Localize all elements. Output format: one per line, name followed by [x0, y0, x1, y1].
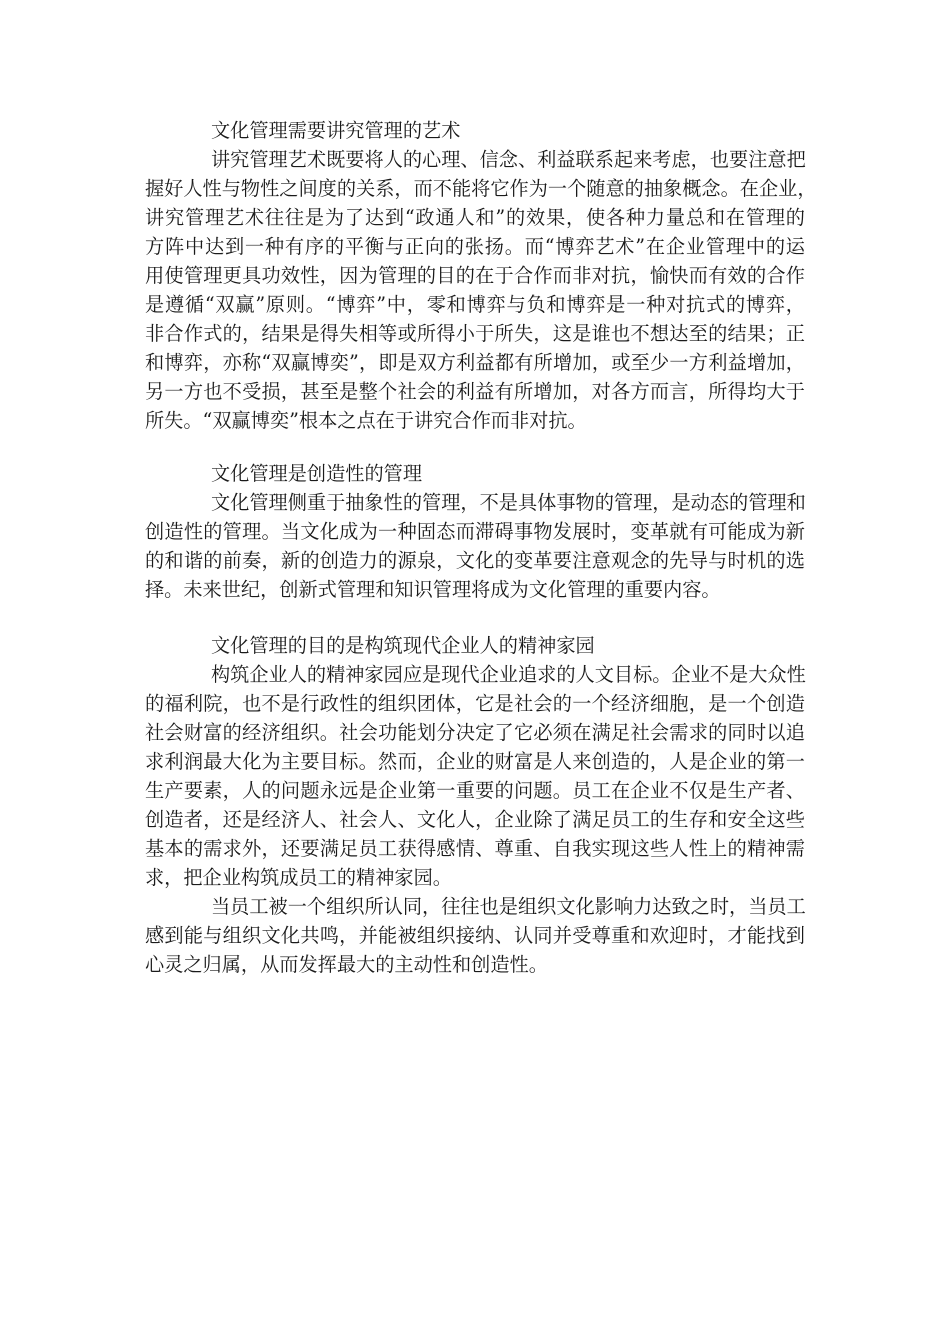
section-heading: 文化管理的目的是构筑现代企业人的精神家园: [211, 634, 595, 657]
text-line: 心灵之归属，从而发挥最大的主动性和创造性。: [145, 953, 548, 976]
paragraph: [145, 488, 805, 604]
text-line: 基本的需求外，还要满足员工获得感情、尊重、自我实现这些人性上的精神需: [145, 837, 805, 860]
text-line: 另一方也不受损，甚至是整个社会的利益有所增加，对各方而言，所得均大于: [145, 380, 805, 403]
text-line: 的福利院，也不是行政性的组织团体，它是社会的一个经济细胞，是一个创造: [145, 692, 805, 715]
text-line: 社会财富的经济组织。社会功能划分决定了它必须在满足社会需求的同时以追: [145, 721, 805, 744]
text-line: 创造性的管理。当文化成为一种固态而滞碍事物发展时，变革就有可能成为新: [145, 520, 805, 543]
text-line: 感到能与组织文化共鸣，并能被组织接纳、认同并受尊重和欢迎时，才能找到: [145, 924, 805, 947]
paragraph: [145, 145, 817, 435]
text-line: 生产要素，人的问题永远是企业第一重要的问题。员工在企业不仅是生产者、: [145, 779, 805, 802]
text-line: 非合作式的，结果是得失相等或所得小于所失，这是谁也不想达至的结果；正: [145, 322, 805, 345]
text-line: 握好人性与物性之间度的关系，而不能将它作为一个随意的抽象概念。在企业，: [145, 177, 817, 200]
text-line: 构筑企业人的精神家园应是现代企业追求的人文目标。企业不是大众性: [211, 663, 806, 686]
document-section: [145, 116, 817, 435]
text-line: 择。未来世纪，创新式管理和知识管理将成为文化管理的重要内容。: [145, 578, 721, 601]
document-section: [145, 459, 805, 604]
section-heading: 文化管理是创造性的管理: [211, 462, 423, 485]
text-line: 求利润最大化为主要目标。然而，企业的财富是人来创造的，人是企业的第一: [145, 750, 805, 773]
paragraph: [145, 892, 805, 979]
paragraph: [145, 660, 805, 892]
text-line: 和博弈，亦称“双赢博奕”，即是双方利益都有所增加，或至少一方利益增加，: [145, 351, 805, 374]
text-line: 求，把企业构筑成员工的精神家园。: [145, 866, 452, 889]
text-line: 用使管理更具功效性，因为管理的目的在于合作而非对抗，愉快而有效的合作: [145, 264, 805, 287]
text-line: 当员工被一个组织所认同，往往也是组织文化影响力达致之时，当员工: [211, 895, 806, 918]
text-line: 方阵中达到一种有序的平衡与正向的张扬。而“博弈艺术”在企业管理中的运: [145, 235, 805, 258]
text-line: 讲究管理艺术既要将人的心理、信念、利益联系起来考虑，也要注意把: [211, 148, 806, 171]
section-heading: 文化管理需要讲究管理的艺术: [211, 119, 461, 142]
document-section: [145, 631, 805, 979]
text-line: 的和谐的前奏，新的创造力的源泉，文化的变革要注意观念的先导与时机的选: [145, 549, 805, 572]
text-line: 是遵循“双赢”原则。“博弈”中，零和博弈与负和博弈是一种对抗式的博弈，: [145, 293, 805, 316]
text-line: 文化管理侧重于抽象性的管理，不是具体事物的管理，是动态的管理和: [211, 491, 806, 514]
text-line: 讲究管理艺术往往是为了达到“政通人和”的效果，使各种力量总和在管理的: [145, 206, 805, 229]
text-line: 创造者，还是经济人、社会人、文化人，企业除了满足员工的生存和安全这些: [145, 808, 805, 831]
text-line: 所失。“双赢博奕”根本之点在于讲究合作而非对抗。: [145, 409, 587, 432]
document-page: [145, 116, 817, 979]
